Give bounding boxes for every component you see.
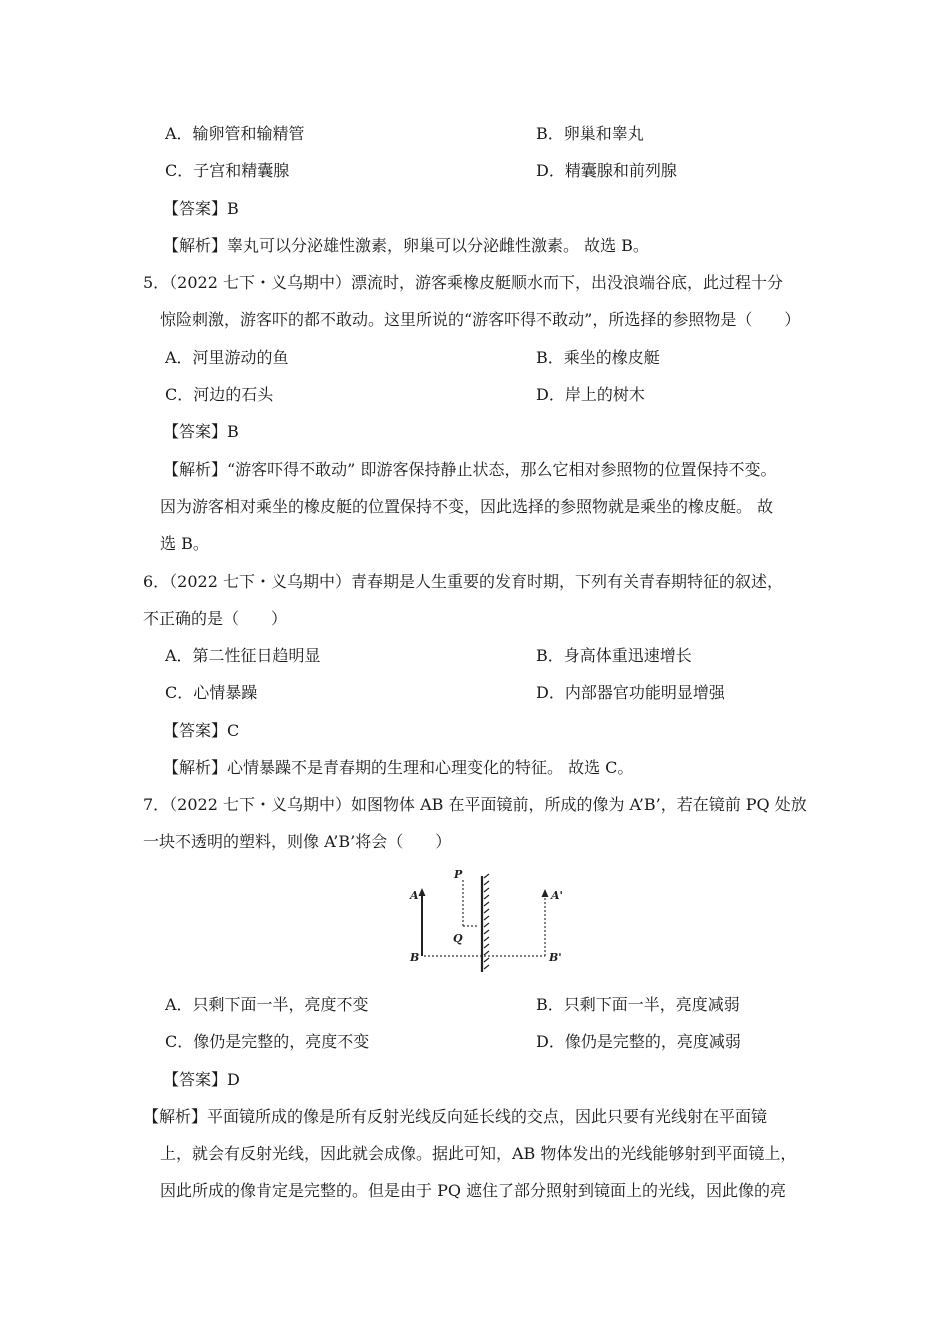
- q7-stem-line-1: 7．（2022 七下・义乌期中）如图物体 AB 在平面镜前，所成的像为 A’B’，若在镜前 PQ 处放: [143, 795, 807, 814]
- q6-option-c: C．心情暴躁: [165, 683, 258, 702]
- q6-option-a: A．第二性征日趋明显: [165, 646, 321, 665]
- q7-option-a: A．只剩下面一半，亮度不变: [165, 995, 369, 1014]
- label-p: P: [454, 868, 463, 881]
- q7-option-d: D．像仍是完整的，亮度减弱: [536, 1032, 741, 1051]
- q7-stem-line-2: 一块不透明的塑料，则像 A’B’将会（ ）: [143, 832, 452, 851]
- q5-stem-line-1: 5．（2022 七下・义乌期中）漂流时，游客乘橡皮艇顺水而下，出没浪端谷底，此过程十分: [143, 273, 783, 292]
- q5-answer: 【答案】B: [163, 422, 239, 441]
- mirror-diagram: [400, 864, 580, 979]
- q5-option-d: D．岸上的树木: [536, 385, 645, 404]
- object-arrowhead: [419, 888, 426, 896]
- q7-option-c: C．像仍是完整的，亮度不变: [165, 1032, 370, 1051]
- label-q: Q: [453, 932, 463, 945]
- q6-option-d: D．内部器官功能明显增强: [536, 683, 725, 702]
- q4-option-b: B．卵巢和睾丸: [536, 124, 644, 143]
- q5-analysis-line-1: 【解析】“游客吓得不敢动” 即游客保持静止状态，那么它相对参照物的位置保持不变。: [163, 460, 777, 479]
- q4-option-d: D．精囊腺和前列腺: [536, 161, 677, 180]
- q6-stem-line-1: 6．（2022 七下・义乌期中）青春期是人生重要的发育时期，下列有关青春期特征的叙述，: [143, 572, 783, 591]
- label-a: A: [410, 889, 419, 902]
- q5-option-c: C．河边的石头: [165, 385, 274, 404]
- label-b: B: [410, 951, 420, 964]
- q5-analysis-line-2: 因为游客相对乘坐的橡皮艇的位置保持不变，因此选择的参照物就是乘坐的橡皮艇。 故: [160, 497, 774, 516]
- q6-answer: 【答案】C: [163, 721, 240, 740]
- q7-option-b: B．只剩下面一半，亮度减弱: [536, 995, 740, 1014]
- q7-answer: 【答案】D: [163, 1070, 240, 1089]
- q7-analysis-line-2: 上，就会有反射光线，因此就会成像。据此可知，AB 物体发出的光线能够射到平面镜上，: [160, 1144, 797, 1163]
- q5-stem-line-2: 惊险刺激，游客吓的都不敢动。这里所说的“游客吓得不敢动”，所选择的参照物是（ ）: [160, 310, 801, 329]
- label-a-prime: A': [551, 889, 563, 902]
- q4-option-a: A．输卵管和输精管: [165, 124, 305, 143]
- q6-analysis: 【解析】心情暴躁不是青春期的生理和心理变化的特征。 故选 C。: [163, 758, 634, 777]
- q4-option-c: C．子宫和精囊腺: [165, 161, 290, 180]
- q4-analysis: 【解析】睾丸可以分泌雄性激素，卵巢可以分泌雌性激素。 故选 B。: [163, 236, 649, 255]
- q6-stem-line-2: 不正确的是（ ）: [143, 609, 288, 628]
- q7-analysis-line-3: 因此所成的像肯定是完整的。但是由于 PQ 遮住了部分照射到镜面上的光线，因此像的亮: [160, 1181, 787, 1200]
- q5-option-a: A．河里游动的鱼: [165, 348, 289, 367]
- q4-answer: 【答案】B: [163, 199, 239, 218]
- image-arrowhead: [542, 889, 549, 897]
- q5-option-b: B．乘坐的橡皮艇: [536, 348, 660, 367]
- label-b-prime: B': [549, 951, 562, 964]
- q5-analysis-line-3: 选 B。: [160, 534, 209, 553]
- q6-option-b: B．身高体重迅速增长: [536, 646, 692, 665]
- mirror-hatching: [484, 874, 489, 969]
- q7-analysis-line-1: 【解析】平面镜所成的像是所有反射光线反向延长线的交点，因此只要有光线射在平面镜: [143, 1107, 768, 1126]
